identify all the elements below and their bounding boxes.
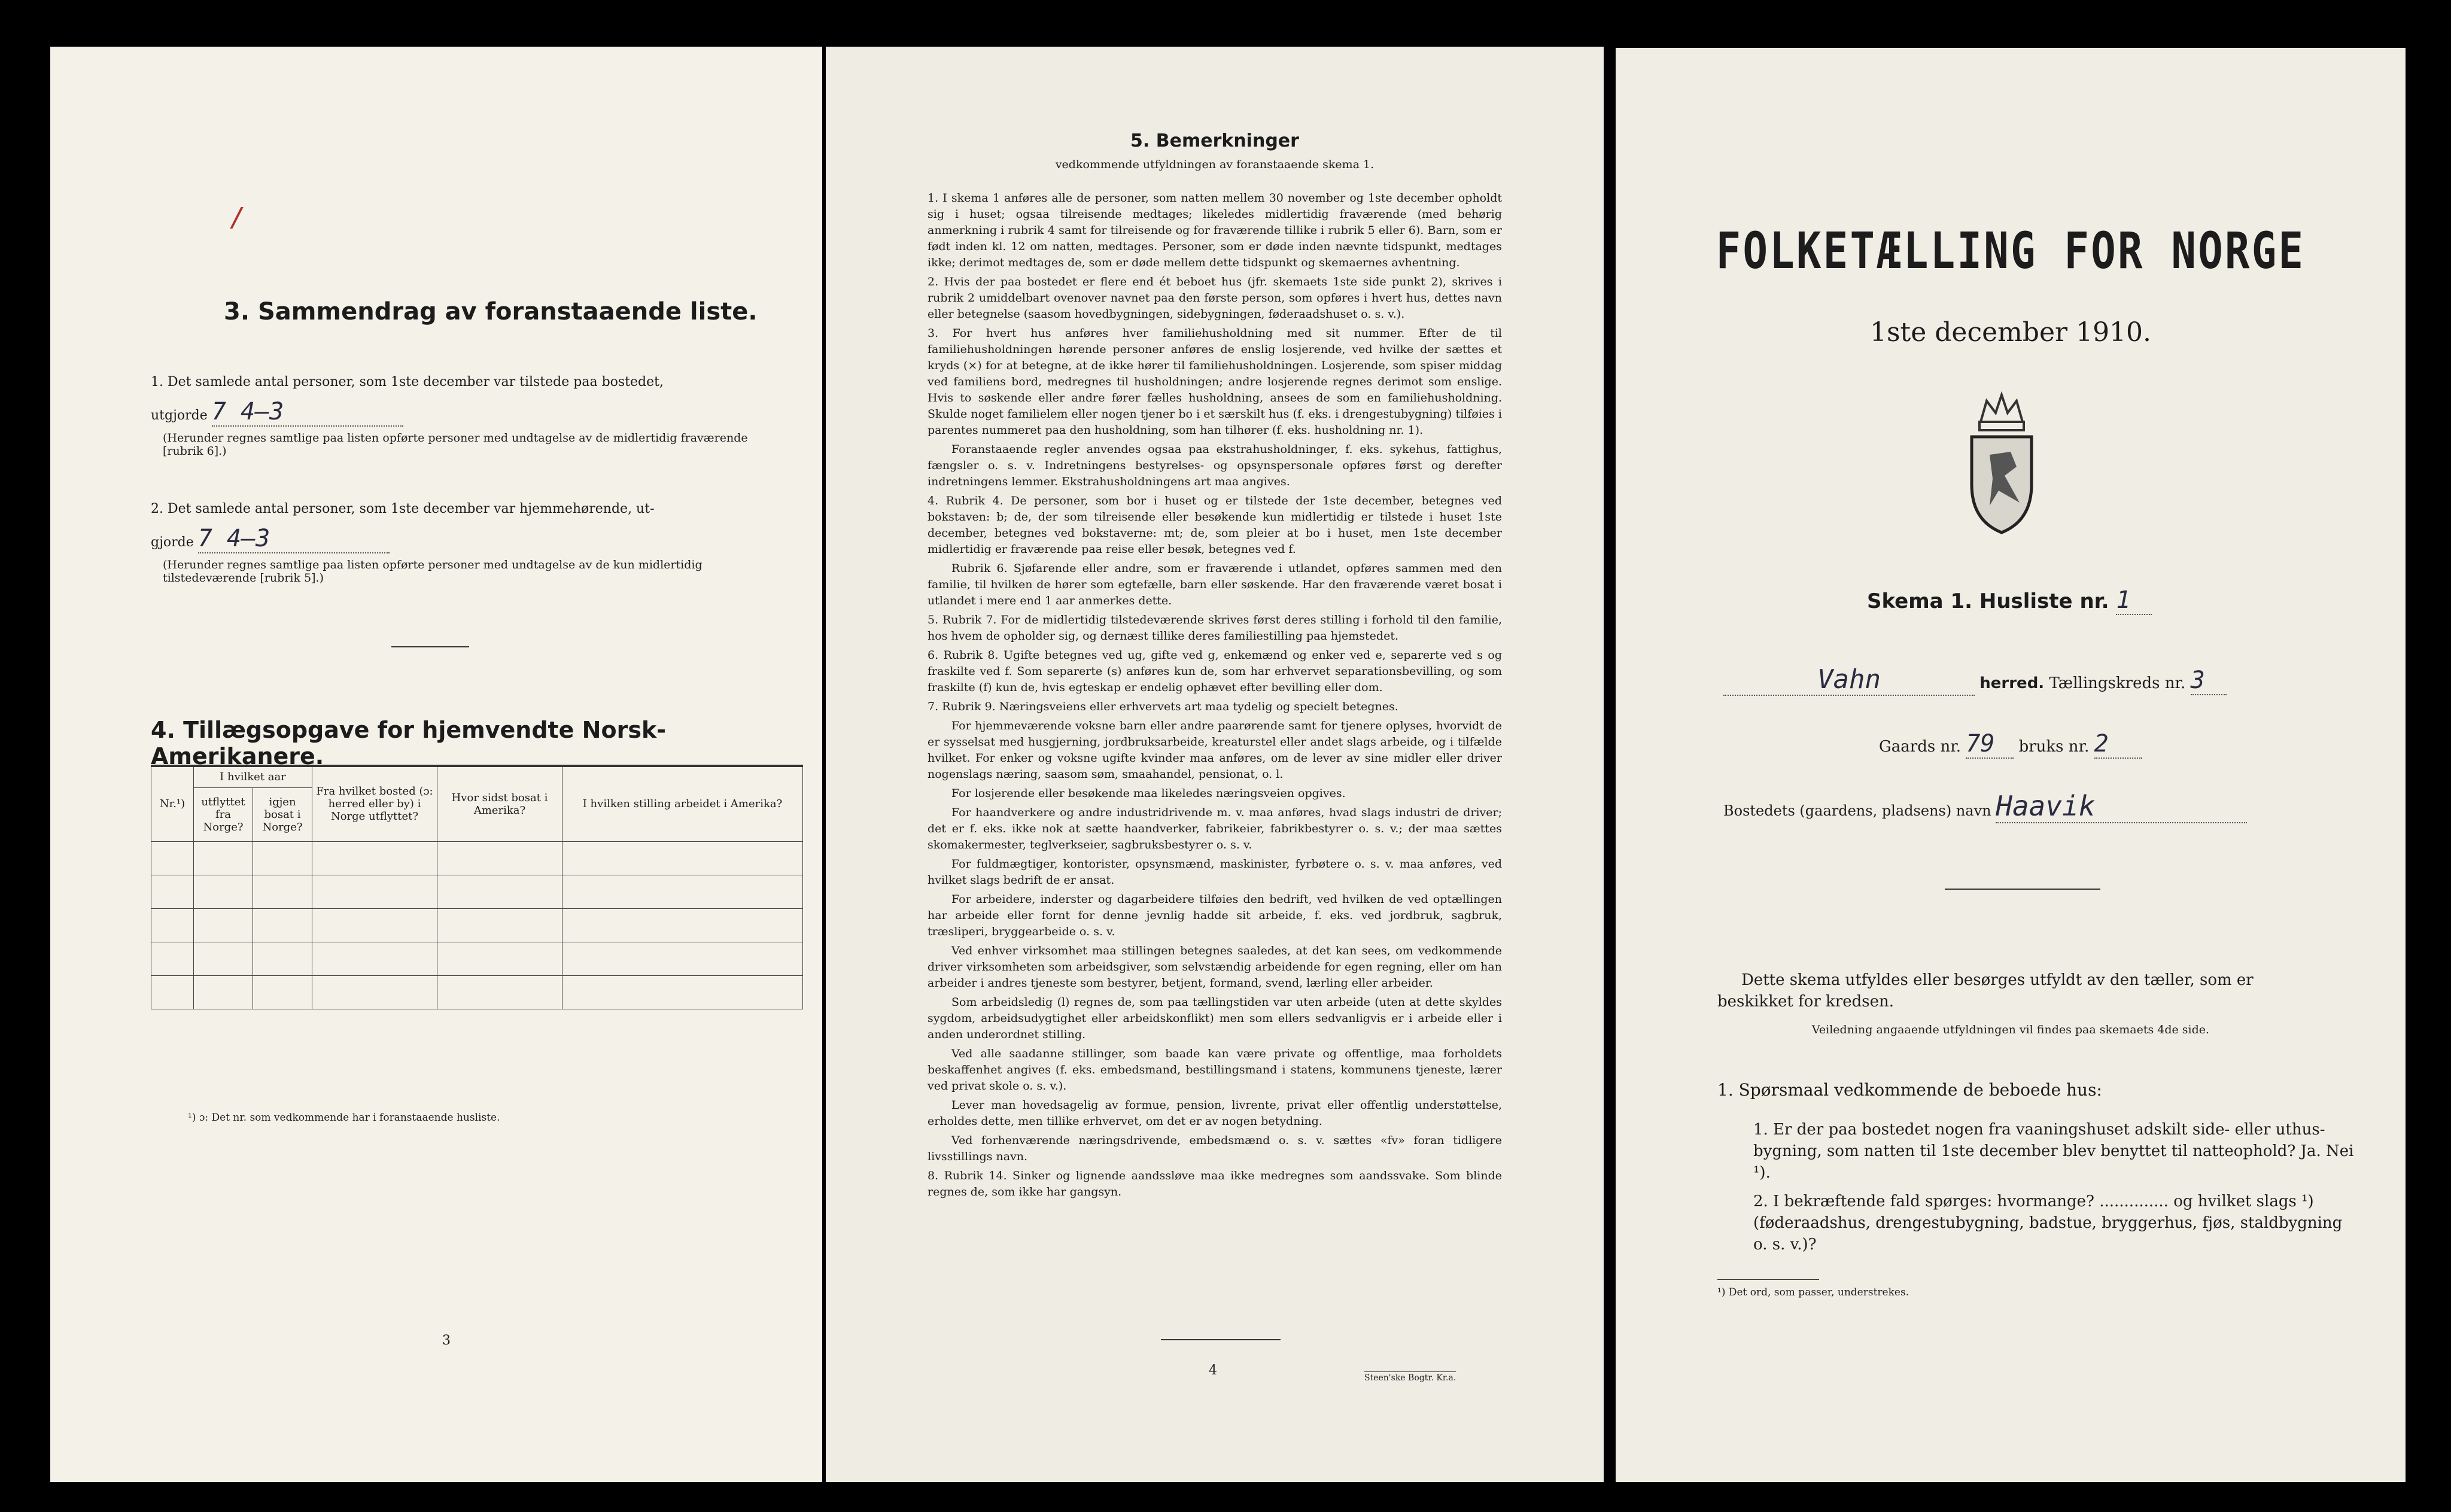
table-row — [151, 875, 803, 908]
table-row — [151, 908, 803, 942]
col-nr: Nr.¹) — [151, 766, 194, 841]
remark-paragraph: For fuldmægtiger, kontorister, opsynsmænd, maskinister, fyrbøtere o. s. v. maa anføres, ved hvilket slags bedrift de er ansat. — [928, 857, 1502, 887]
remark-paragraph: 4. Rubrik 4. De personer, som bor i huset og er tilstede der 1ste december, betegnes ved bokstaven: b; de, der som tilreisende eller besøkende kun midlertidig er tilstede i huset 1ste december, betegnes ved bokstaverne: mt; de, som pleier at bo i huset, men 1ste december midlertidig er fraværende paa reise eller besøk, betegnes ved f. — [928, 494, 1502, 556]
gaard-value: 79 — [1966, 730, 2014, 759]
census-date: 1ste december 1910. — [1869, 317, 2152, 348]
remark-paragraph: 6. Rubrik 8. Ugifte betegnes ved ug, gifte ved g, enkemænd og enker ved e, separerte ved s og fraskilte ved f. Som separerte (s) anføres kun de, som har erhvervet separationsbevilling, og som fraskilte (f) kun de, hvis egteskap er endelig ophævet efter bevilling eller dom. — [928, 649, 1502, 694]
remark-paragraph: Rubrik 6. Sjøfarende eller andre, som er fraværende i utlandet, opføres sammen med den familie, til hvilken de hører som egtefælle, barn eller søskende. Har den fraværende været bosat i utlandet i mere end 1 aar anmerkes dette. — [928, 562, 1502, 607]
district-label: Tællingskreds nr. — [2049, 674, 2186, 692]
page-4 — [826, 47, 1604, 1482]
remarks-subtitle: vedkommende utfyldningen av foranstaaende skema 1. — [1055, 158, 1374, 171]
ornament-rule — [1945, 889, 2100, 890]
remark-paragraph: For arbeidere, inderster og dagarbeidere tilføies den bedrift, ved hvilken de ved optællingen har arbeide eller fornt for denne jevnlig hadde sit arbeide, f. eks. ved jordbruk, sagbruk, træsliperi, bryggearbeide o. s. v. — [928, 893, 1502, 938]
district-value: 3 — [2191, 667, 2227, 695]
herred-line — [1723, 664, 2370, 696]
remarks-body — [928, 190, 1502, 1203]
page-number: 3 — [442, 1333, 451, 1348]
norsk-amerikaner-table — [151, 765, 803, 1009]
item-2-label: gjorde — [151, 535, 194, 550]
item-2-note: (Herunder regnes samtlige paa listen opførte personer med undtagelse av de kun midlertidig tilstedeværende [rubrik 5].) — [163, 558, 703, 585]
remark-paragraph: Som arbeidsledig (l) regnes de, som paa tællingstiden var uten arbeide (uten at dette skyldes sygdom, arbeidsudygtighet eller arbeidskonflikt) men som ellers sedvanligvis er i arbeide eller i anden underordnet stilling. — [928, 996, 1502, 1041]
gaard-line — [1879, 730, 2142, 759]
remark-paragraph: 7. Rubrik 9. Næringsveiens eller erhvervets art maa tydelig og specielt betegnes. — [928, 700, 1398, 713]
question-1: 1. Er der paa bostedet nogen fra vaaningshuset adskilt side- eller uthus-bygning, som natten til 1ste december blev benyttet til natteophold? Ja. Nei ¹). — [1753, 1121, 2354, 1182]
guidance-text: Veiledning angaaende utfyldningen vil findes paa skemaets 4de side. — [1811, 1023, 2210, 1036]
item-1-text: 1. Det samlede antal personer, som 1ste december var tilstede paa bostedet, — [151, 375, 664, 390]
end-rule — [1161, 1339, 1281, 1340]
herred-label: herred. — [1979, 674, 2045, 692]
remark-paragraph: Foranstaaende regler anvendes ogsaa paa ekstrahusholdninger, f. eks. sykehus, fattighus, fængsler o. s. v. Indretningens bestyrelses- og opsynspersonale opføres først og derefter indretningens lemmer. Ekstrahusholdningens art maa angives. — [928, 443, 1502, 488]
remark-paragraph: 8. Rubrik 14. Sinker og lignende aandssløve maa ikke medregnes som aandssvake. Som blinde regnes de, som ikke har gangsyn. — [928, 1169, 1502, 1198]
remark-paragraph: Ved enhver virksomhet maa stillingen betegnes saaledes, at det kan sees, om vedkommende driver virksomheten som arbeidsgiver, som selvstændig arbeidende for egen regning, eller om han arbeider i andres tjeneste som bestyrer, betjent, formand, svend, lærling eller arbeider. — [928, 944, 1502, 990]
table-footnote: ¹) ɔ: Det nr. som vedkommende har i foranstaaende husliste. — [188, 1112, 500, 1124]
bosted-line — [1723, 790, 2247, 823]
section-4-title: 4. Tillægsopgave for hjemvendte Norsk-Amerikanere. — [151, 717, 666, 769]
col-group-year: I hvilket aar — [194, 766, 312, 787]
col-last-residence: Hvor sidst bosat i Amerika? — [437, 766, 562, 841]
item-2-value: 7 4—3 — [198, 525, 390, 553]
item-2 — [151, 501, 815, 585]
remark-paragraph: For hjemmeværende voksne barn eller andre paarørende samt for tjenere oplyses, hvorvidt de er sysselsat med husgjerning, jordbruksarbeide, kreaturstel eller andet slags arbeide, og i tilfælde hvilket. For enker og voksne ugifte kvinder maa anføres, om de lever av sine midler eller driver nogenslags næring, saasom søm, smaahandel, pensionat, o. l. — [928, 719, 1502, 781]
schema-line — [1867, 586, 2152, 615]
remark-paragraph: Lever man hovedsagelig av formue, pension, livrente, privat eller offentlig understøttelse, erholdes dette, men tillike erhvervet, om det er av nogen betydning. — [928, 1099, 1502, 1128]
instruction-text: Dette skema utfyldes eller besørges utfyldt av den tæller, som er beskikket for kredsen. — [1717, 971, 2254, 1011]
section-3-title: 3. Sammendrag av foranstaaende liste. — [224, 298, 758, 325]
divider — [391, 646, 469, 647]
footnote-rule — [1717, 1279, 1819, 1280]
remark-paragraph: For losjerende eller besøkende maa likeledes næringsveien opgives. — [951, 787, 1346, 800]
page-1-cover — [1616, 48, 2406, 1482]
table-row — [151, 975, 803, 1009]
bruk-label: bruks nr. — [2018, 738, 2090, 756]
bosted-value: Haavik — [1996, 790, 2247, 823]
remark-paragraph: 1. I skema 1 anføres alle de personer, som natten mellem 30 november og 1ste december opholdt sig i huset; ogsaa tilreisende medtages; likeledes midlertidig fraværende (med behørig anmerkning i rubrik 4 samt for tilreisende og for fraværende tillike i rubrik 5 eller 6). Barn, som er født inden kl. 12 om natten, medtages. Personer, som er døde inden nævnte tidspunkt, medtages ikke; derimot medtages de, som er døde mellem dette tidspunkt og skemaernes avhentning. — [928, 191, 1502, 269]
footnote: ¹) Det ord, som passer, understrekes. — [1717, 1286, 1909, 1298]
herred-value: Vahn — [1723, 664, 1975, 696]
col-occupation: I hvilken stilling arbeidet i Amerika? — [562, 766, 803, 841]
remark-paragraph: For haandverkere og andre industridrivende m. v. maa anføres, hvad slags industri de driver; det er f. eks. ikke nok at sætte haandverker, fabrikeier, fabrikbestyrer o. s. v.; der maa sættes skomakermester, teglverkseier, sagbruksbestyrer o. s. v. — [928, 806, 1502, 851]
coat-of-arms-icon — [1963, 389, 2041, 539]
page-3 — [50, 47, 822, 1482]
table-row — [151, 942, 803, 975]
item-1-note: (Herunder regnes samtlige paa listen opførte personer med undtagelse av de midlertidig fraværende [rubrik 6].) — [163, 431, 748, 458]
printer-mark: Steen'ske Bogtr. Kr.a. — [1364, 1371, 1456, 1383]
remark-paragraph: 5. Rubrik 7. For de midlertidig tilstedeværende skrives først deres stilling i forhold til den familie, hos hvem de opholder sig, og dernæst tillike deres familiestilling paa hjemstedet. — [928, 613, 1502, 643]
corner-mark: / — [230, 202, 246, 233]
schema-label: Skema 1. Husliste nr. — [1867, 589, 2109, 613]
question-title: 1. Spørsmaal vedkommende de beboede hus: — [1717, 1080, 2102, 1100]
bruk-value: 2 — [2094, 730, 2142, 759]
schema-value: 1 — [2116, 586, 2152, 615]
remark-paragraph: 3. For hvert hus anføres hver familiehusholdning med sit nummer. Efter de til familiehusholdningen hørende personer anføres de enslig losjerende, ved hvilke der sættes et kryds (×) for at betegne, at de ikke hører til familiehusholdningen. Losjerende, som spiser middag ved familiens bord, medregnes til husholdningen; andre losjerende regnes derimot som enslige. Hvis to søskende eller andre fører fælles husholdning, ansees de som en familiehusholdning. Skulde noget familielem eller nogen tjener bo i et særskilt hus (f. eks. i drengestubygning) tilføies i parentes nummeret paa den husholdning, som han tilhører (f. eks. husholdning nr. 1). — [928, 327, 1502, 437]
remarks-title: 5. Bemerkninger — [1130, 130, 1299, 151]
item-1-label: utgjorde — [151, 408, 208, 423]
remark-paragraph: 2. Hvis der paa bostedet er flere end ét beboet hus (jfr. skemaets 1ste side punkt 2), skrives i rubrik 2 umiddelbart ovenover navnet paa den første person, som opføres i hvert hus, dettes navn eller betegnelse (saasom hovedbygningen, sidebygningen, føderaadshuset o. s. v.). — [928, 275, 1502, 321]
col-from-where: Fra hvilket bosted (ɔ: herred eller by) i Norge utflyttet? — [312, 766, 437, 841]
bosted-label: Bostedets (gaardens, pladsens) navn — [1723, 802, 1991, 819]
question-2: 2. I bekræftende fald spørges: hvormange? .............. og hvilket slags ¹) (føderaadshus, drengestubygning, badstue, bryggerhus, fjøs, staldbygning o. s. v.)? — [1753, 1192, 2343, 1254]
remark-paragraph: Ved alle saadanne stillinger, som baade kan være private og offentlige, maa forholdets beskaffenhet angives (f. eks. embedsmand, bestillingsmand i statens, kommunens tjeneste, lærer ved privat skole o. s. v.). — [928, 1047, 1502, 1093]
item-1-value: 7 4—3 — [212, 398, 403, 427]
remark-paragraph: Ved forhenværende næringsdrivende, embedsmænd o. s. v. sættes «fv» foran tidligere livsstillings navn. — [928, 1134, 1502, 1163]
item-2-text: 2. Det samlede antal personer, som 1ste december var hjemmehørende, ut- — [151, 501, 655, 516]
item-1 — [151, 375, 815, 458]
table-row — [151, 841, 803, 875]
main-title: FOLKETÆLLING FOR NORGE — [1716, 221, 2306, 280]
gaard-label: Gaards nr. — [1879, 738, 1962, 756]
col-emigrated: utflyttet fra Norge? — [194, 787, 253, 841]
col-returned: igjen bosat i Norge? — [253, 787, 312, 841]
page-number: 4 — [1209, 1363, 1217, 1378]
